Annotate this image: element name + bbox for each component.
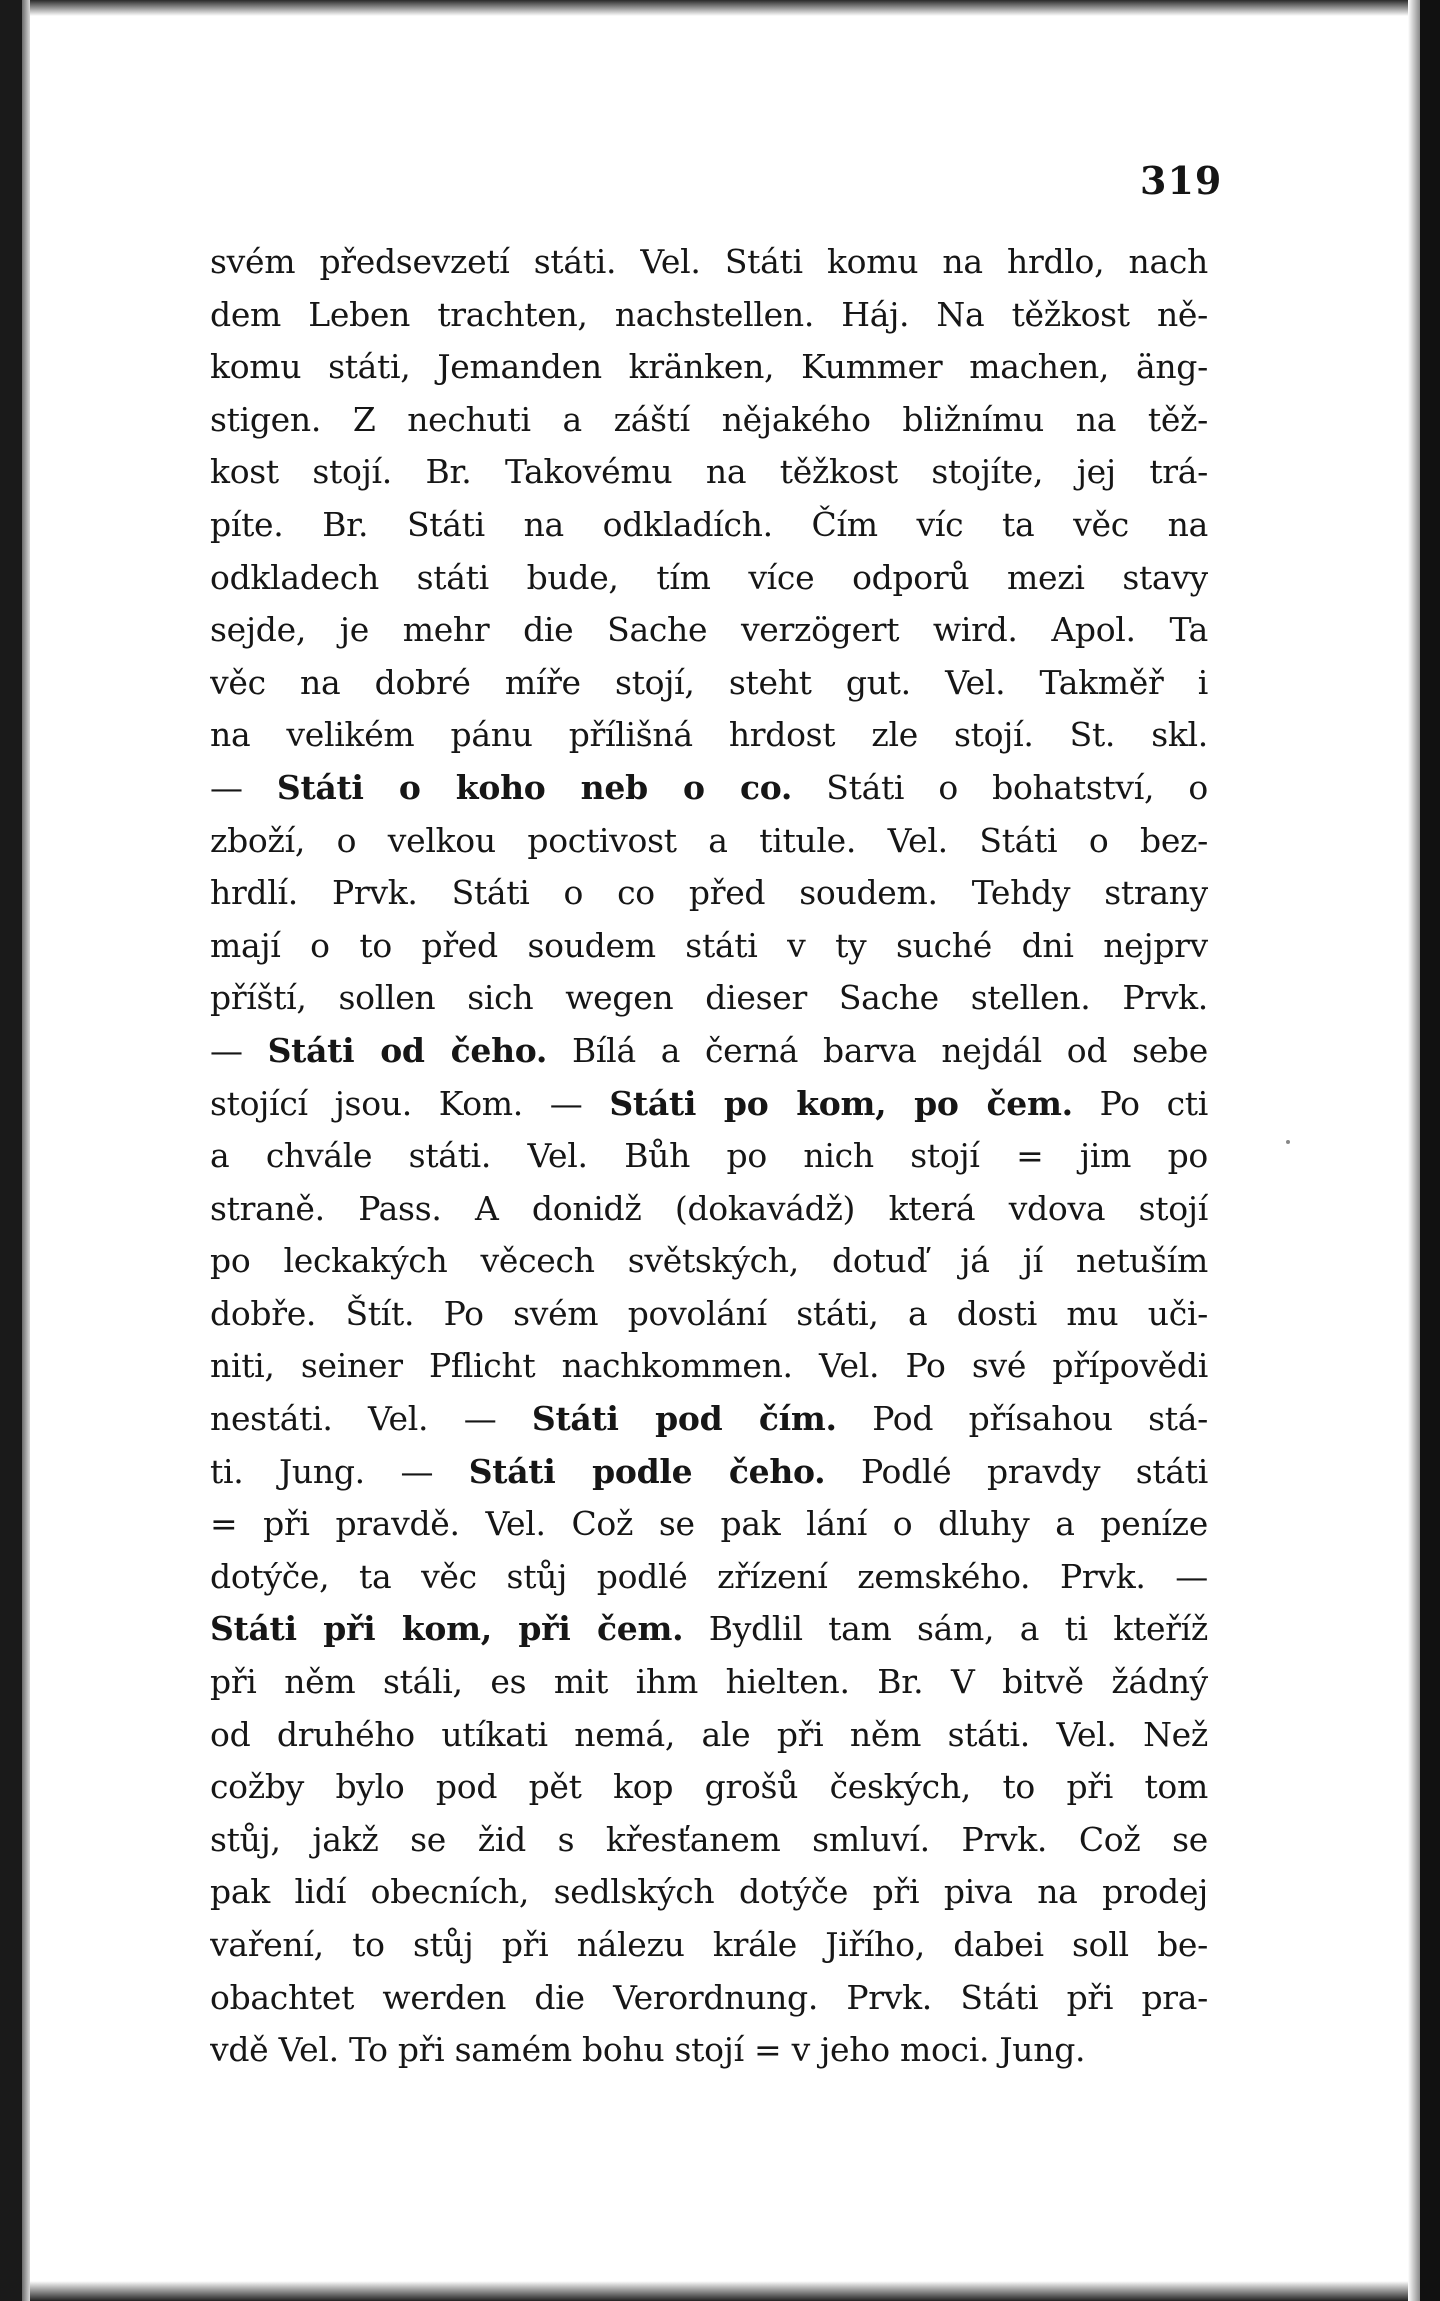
text-line xyxy=(210,1393,1208,1446)
text-line xyxy=(210,815,1208,868)
text-line xyxy=(210,1761,1208,1814)
text-segment: ti. Jung. — xyxy=(210,1451,469,1491)
text-line xyxy=(210,1078,1208,1131)
text-segment: kost stojí. Br. Takovému na těžkost stojíte, jej trá- xyxy=(210,452,1208,492)
text-line xyxy=(210,1183,1208,1236)
text-segment: — xyxy=(210,767,277,807)
text-line xyxy=(210,762,1208,815)
text-line xyxy=(210,657,1208,710)
text-line xyxy=(210,1130,1208,1183)
text-segment: = při pravdě. Vel. Což se pak lání o dluhy a peníze xyxy=(210,1504,1208,1544)
text-segment: Pod přísahou stá- xyxy=(836,1399,1208,1439)
text-segment: straně. Pass. A donidž (dokavádž) která vdova stojí xyxy=(210,1188,1208,1228)
text-line xyxy=(210,1235,1208,1288)
text-segment: nestáti. Vel. — xyxy=(210,1399,532,1439)
text-segment: dobře. Štít. Po svém povolání státi, a dosti mu uči- xyxy=(210,1293,1208,1333)
text-segment: po leckakých věcech světských, dotuď já jí netuším xyxy=(210,1241,1208,1281)
text-line xyxy=(210,1603,1208,1656)
text-segment: Po cti xyxy=(1072,1083,1208,1123)
headword: Státi po kom, po čem. xyxy=(609,1083,1073,1123)
text-segment: komu státi, Jemanden kränken, Kummer machen, äng- xyxy=(210,347,1208,387)
text-line xyxy=(210,446,1208,499)
scan-border-bottom xyxy=(0,2281,1440,2301)
headword: Státi při kom, při čem. xyxy=(210,1609,684,1649)
text-segment: věc na dobré míře stojí, steht gut. Vel. Takměř i xyxy=(210,662,1208,702)
headword: Státi pod čím. xyxy=(531,1399,837,1439)
text-line xyxy=(210,709,1208,762)
text-line xyxy=(210,236,1208,289)
text-segment: pak lidí obecních, sedlských dotýče při piva na prodej xyxy=(210,1872,1208,1912)
text-line xyxy=(210,1340,1208,1393)
text-segment: Státi o bohatství, o xyxy=(792,767,1208,807)
headword: Státi o koho neb o co. xyxy=(276,767,793,807)
scan-border-right xyxy=(1420,0,1440,2301)
text-segment: hrdlí. Prvk. Státi o co před soudem. Tehdy strany xyxy=(210,873,1208,913)
text-line xyxy=(210,1709,1208,1762)
text-line xyxy=(210,394,1208,447)
text-segment: stojící jsou. Kom. — xyxy=(210,1083,610,1123)
text-line xyxy=(210,1498,1208,1551)
text-segment: na velikém pánu přílišná hrdost zle stojí. St. skl. xyxy=(210,715,1208,755)
text-line xyxy=(210,604,1208,657)
page-number: 319 xyxy=(1140,158,1223,203)
text-segment: dem Leben trachten, nachstellen. Háj. Na těžkost ně- xyxy=(210,294,1208,334)
text-segment: cožby bylo pod pět kop grošů českých, to při tom xyxy=(210,1767,1208,1807)
text-line xyxy=(210,1551,1208,1604)
body-text xyxy=(210,236,1208,2077)
text-line xyxy=(210,1446,1208,1499)
text-segment: příští, sollen sich wegen dieser Sache stellen. Prvk. xyxy=(210,978,1208,1018)
text-segment: vaření, to stůj při nálezu krále Jiřího, dabei soll be- xyxy=(210,1925,1208,1964)
text-line xyxy=(210,341,1208,394)
text-segment: niti, seiner Pflicht nachkommen. Vel. Po své přípovědi xyxy=(210,1346,1208,1386)
text-segment: při něm stáli, es mit ihm hielten. Br. V bitvě žádný xyxy=(210,1662,1208,1702)
text-line xyxy=(210,1866,1208,1919)
text-line xyxy=(210,1972,1208,2025)
text-segment: vdě Vel. To při samém bohu stojí = v jeho moci. Jung. xyxy=(210,2030,1086,2070)
text-line xyxy=(210,1814,1208,1867)
text-line xyxy=(210,2024,1208,2077)
text-segment: stigen. Z nechuti a záští nějakého bližnímu na těž- xyxy=(210,399,1208,439)
text-segment: Bydlil tam sám, a ti kteříž xyxy=(683,1609,1208,1649)
text-segment: Bílá a černá barva nejdál od sebe xyxy=(547,1030,1208,1070)
text-line xyxy=(210,552,1208,605)
margin-speck xyxy=(1286,1140,1290,1144)
scan-page-edge-right xyxy=(1408,0,1420,2301)
text-line xyxy=(210,867,1208,920)
headword: Státi podle čeho. xyxy=(468,1451,826,1491)
text-segment: zboží, o velkou poctivost a titule. Vel. Státi o bez- xyxy=(210,820,1208,860)
scan-border-top xyxy=(0,0,1440,16)
text-segment: odkladech státi bude, tím více odporů mezi stavy xyxy=(210,557,1208,597)
text-line xyxy=(210,1025,1208,1078)
text-segment: Podlé pravdy státi xyxy=(825,1451,1208,1491)
text-line xyxy=(210,1656,1208,1709)
text-line xyxy=(210,972,1208,1025)
scan-border-left xyxy=(0,0,22,2301)
text-line xyxy=(210,1919,1208,1972)
text-segment: svém předsevzetí státi. Vel. Státi komu na hrdlo, nach xyxy=(210,242,1208,281)
text-segment: dotýče, ta věc stůj podlé zřízení zemského. Prvk. — xyxy=(210,1556,1208,1596)
text-segment: stůj, jakž se žid s křesťanem smluví. Prvk. Což se xyxy=(210,1819,1208,1859)
text-segment: a chvále státi. Vel. Bůh po nich stojí = jim po xyxy=(210,1136,1208,1176)
text-line xyxy=(210,499,1208,552)
text-segment: od druhého utíkati nemá, ale při něm státi. Vel. Než xyxy=(210,1714,1208,1754)
scan-page-edge-left xyxy=(22,0,30,2301)
text-segment: — xyxy=(210,1030,268,1070)
text-line xyxy=(210,920,1208,973)
text-segment: mají o to před soudem státi v ty suché dni nejprv xyxy=(210,925,1208,965)
text-segment: píte. Br. Státi na odkladích. Čím víc ta věc na xyxy=(210,504,1208,544)
text-segment: obachtet werden die Verordnung. Prvk. Státi při pra- xyxy=(210,1977,1208,2017)
text-segment: sejde, je mehr die Sache verzögert wird. Apol. Ta xyxy=(210,610,1208,650)
text-line xyxy=(210,289,1208,342)
text-line xyxy=(210,1288,1208,1341)
headword: Státi od čeho. xyxy=(267,1030,548,1070)
